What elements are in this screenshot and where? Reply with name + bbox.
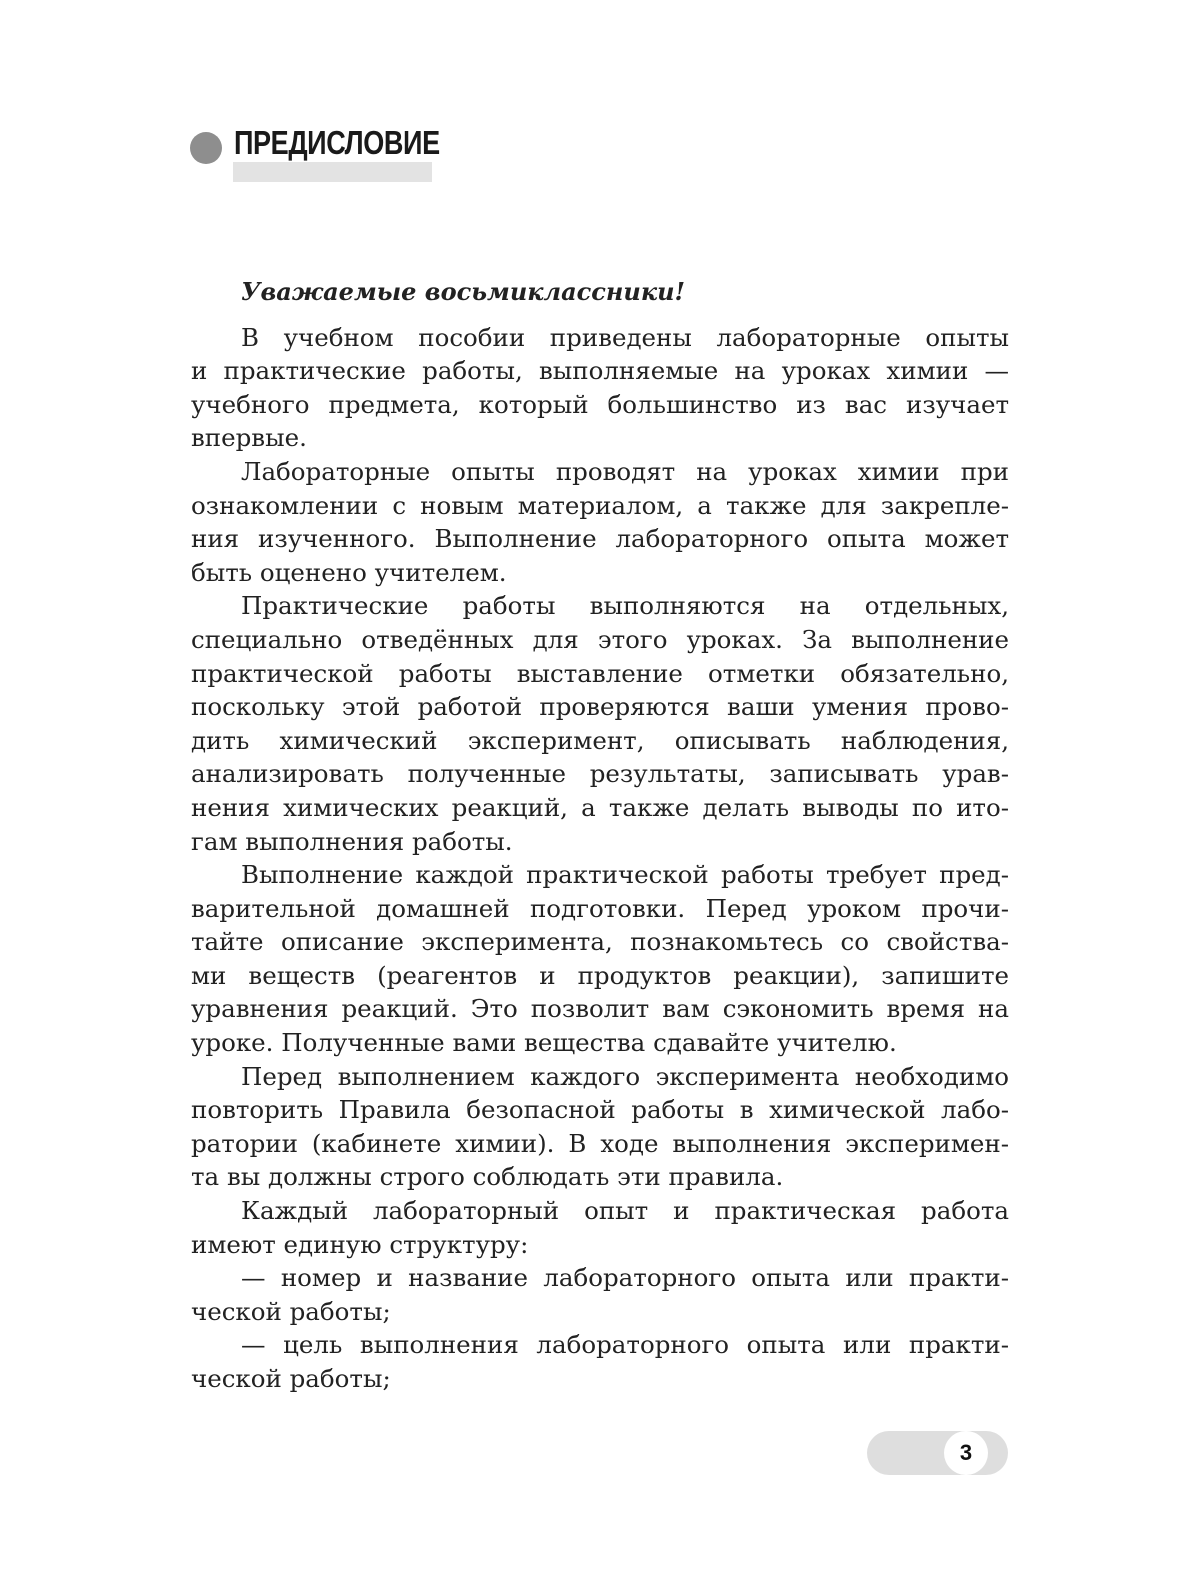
text-line: специально отведённых для этого уроках. За выполнение: [191, 624, 1009, 654]
text-line: учебного предмета, который большинство из вас изучает: [191, 389, 1009, 419]
text-line: поскольку этой работой проверяются ваши умения прово-: [191, 692, 1009, 722]
text-line: тайте описание эксперимента, познакомьтесь со свойства-: [191, 927, 1009, 957]
text-line: ратории (кабинете химии). В ходе выполнения эксперимен-: [191, 1128, 1009, 1158]
text-line: Выполнение каждой практической работы требует пред-: [241, 860, 1009, 890]
text-line: дить химический эксперимент, описывать наблюдения,: [191, 725, 1009, 755]
page-number-badge: [867, 1431, 1008, 1475]
text-line: повторить Правила безопасной работы в химической лабо-: [191, 1095, 1009, 1125]
heading-underbar: [233, 162, 432, 182]
text-line: и практические работы, выполняемые на уроках химии —: [191, 356, 1009, 386]
text-line: варительной домашней подготовки. Перед уроком прочи-: [191, 893, 1009, 923]
text-line: нения химических реакций, а также делать выводы по ито-: [191, 792, 1009, 822]
paragraph: [191, 455, 1009, 589]
paragraph: [191, 1060, 1009, 1194]
text-line: Каждый лабораторный опыт и практическая работа: [241, 1196, 1009, 1226]
paragraphs: [191, 321, 1009, 1396]
text-line: впервые.: [191, 423, 307, 453]
paragraph: [191, 858, 1009, 1060]
text-line: ческой работы;: [191, 1296, 391, 1326]
gray-circle-icon: [190, 132, 222, 164]
text-line: уроке. Полученные вами вещества сдавайте учителю.: [191, 1028, 897, 1058]
text-line: уравнения реакций. Это позволит вам сэкономить время на: [191, 994, 1009, 1024]
text-line: ческой работы;: [191, 1364, 391, 1393]
text-line: гам выполнения работы.: [191, 826, 513, 856]
text-line: анализировать полученные результаты, записывать урав-: [191, 759, 1009, 789]
text-line: та вы должны строго соблюдать эти правила.: [191, 1162, 784, 1192]
section-title: ПРЕДИСЛОВИЕ: [234, 124, 440, 161]
text-line: Практические работы выполняются на отдельных,: [241, 591, 1009, 621]
paragraph: [191, 1194, 1009, 1261]
greeting: Уважаемые восьмиклассники!: [241, 277, 686, 306]
text-line: имеют единую структуру:: [191, 1229, 529, 1259]
text-line: ознакомлении с новым материалом, а также для закрепле-: [191, 490, 1009, 520]
paragraph: [191, 1328, 1009, 1395]
text-line: — номер и название лабораторного опыта или практи-: [241, 1263, 1009, 1293]
text-line: Перед выполнением каждого эксперимента необходимо: [241, 1061, 1009, 1091]
text-line: ми веществ (реагентов и продуктов реакции), запишите: [191, 960, 1009, 990]
paragraph: [191, 1261, 1009, 1328]
text-line: ния изученного. Выполнение лабораторного опыта может: [191, 524, 1009, 554]
text-line: — цель выполнения лабораторного опыта или практи-: [241, 1330, 1009, 1360]
text-line: быть оценено учителем.: [191, 557, 507, 587]
text-line: практической работы выставление отметки обязательно,: [191, 658, 1009, 688]
paragraph: [191, 589, 1009, 858]
text-line: В учебном пособии приведены лабораторные опыты: [241, 322, 1009, 352]
body-text: [191, 275, 1009, 1396]
page-number: 3: [944, 1431, 988, 1475]
text-line: Лабораторные опыты проводят на уроках химии при: [241, 456, 1009, 486]
paragraph: [191, 321, 1009, 455]
